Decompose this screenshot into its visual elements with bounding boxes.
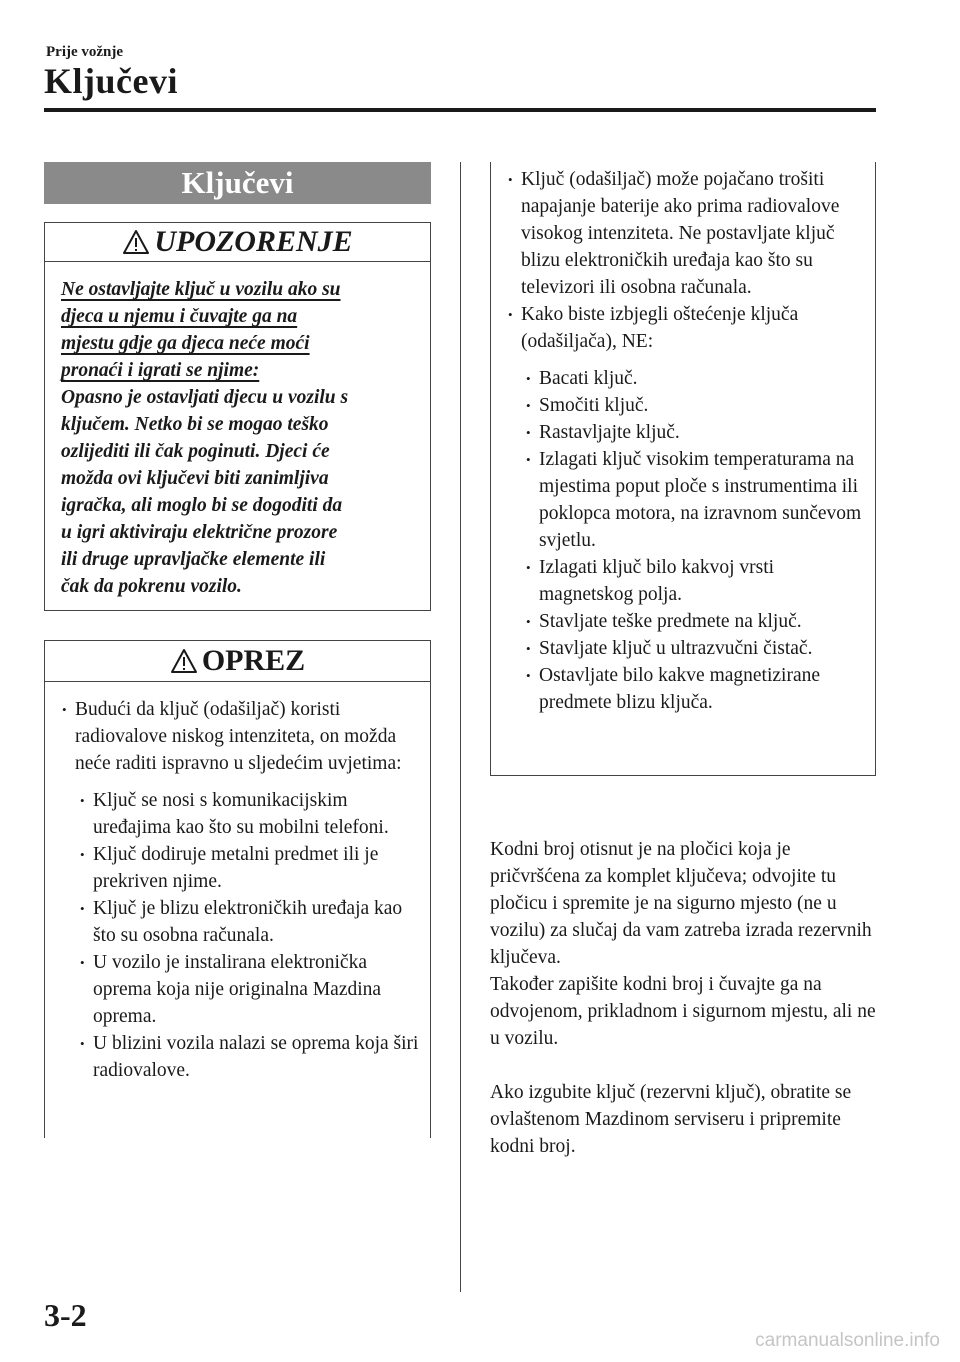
- list-item-text: Kako biste izbjegli oštećenje ključa (odašiljača), NE:: [521, 304, 799, 352]
- caution-conditions: [75, 787, 422, 1084]
- donts-list: [521, 365, 867, 716]
- warning-line: čak da pokrenu vozilo.: [61, 576, 242, 597]
- list-item: • Stavljate teške predmete na ključ.: [521, 608, 867, 635]
- paragraph: Također zapišite kodni broj i čuvajte ga na odvojenom, prikladnom i sigurnom mjestu, ali ne u vozilu.: [490, 974, 876, 1049]
- warning-line: pronaći i igrati se njime:: [61, 360, 260, 381]
- caution-title: [45, 641, 430, 682]
- warning-line: Ne ostavljajte ključ u vozilu ako su: [61, 279, 341, 300]
- paragraph: Ako izgubite ključ (rezervni ključ), obratite se ovlaštenom Mazdinom serviseru i pripremite kodni broj.: [490, 1082, 852, 1157]
- caution-list: [57, 696, 422, 1084]
- section-banner: [44, 162, 431, 204]
- list-item: • Ostavljate bilo kakve magnetizirane predmete blizu ključa.: [521, 662, 867, 716]
- caution-continued-box: [490, 162, 876, 776]
- list-item: • Bacati ključ.: [521, 365, 867, 392]
- caution-title-text: OPREZ: [201, 644, 306, 677]
- list-item: • U blizini vozila nalazi se oprema koja širi radiovalove.: [75, 1030, 422, 1084]
- page-number: 3-2: [44, 1297, 87, 1333]
- list-item: • Izlagati ključ bilo kakvoj vrsti magnetskog polja.: [521, 554, 867, 608]
- list-item: [503, 301, 867, 716]
- list-item: • Ključ se nosi s komunikacijskim uređajima kao što su mobilni telefoni.: [75, 787, 422, 841]
- chapter-title: Ključevi: [44, 61, 178, 101]
- warning-line: možda ovi ključevi biti zanimljiva: [61, 468, 329, 489]
- list-item: • Ključ dodiruje metalni predmet ili je prekriven njime.: [75, 841, 422, 895]
- list-item: • Izlagati ključ visokim temperaturama na mjestima poput ploče s instrumentima ili poklopca motora, na izravnom sunčevom svjetlu.: [521, 446, 867, 554]
- warning-line: ključem. Netko bi se mogao teško: [61, 414, 329, 435]
- header-rule: [44, 108, 876, 112]
- body-text: [490, 836, 880, 1160]
- warning-box: [44, 222, 431, 611]
- paragraph: Kodni broj otisnut je na pločici koja je pričvršćena za komplet ključeva; odvojite tu pločicu i spremite je na sigurno mjesto (ne u vozilu) za slučaj da vam zatreba izrada rezervnih ključeva.: [490, 839, 872, 968]
- warning-triangle-icon: [122, 229, 150, 255]
- warning-line: djeca u njemu i čuvajte ga na: [61, 306, 298, 327]
- caution-continued-list: [503, 166, 867, 716]
- list-item: • U vozilo je instalirana elektronička oprema koja nije originalna Mazdina oprema.: [75, 949, 422, 1030]
- warning-line: Opasno je ostavljati djecu u vozilu s: [61, 387, 349, 408]
- list-item: [57, 696, 422, 1084]
- caution-triangle-icon: [170, 648, 198, 674]
- watermark: carmanualsonline.info: [755, 1330, 940, 1351]
- warning-line: mjestu gdje ga djeca neće moći: [61, 333, 310, 354]
- caution-intro: Budući da ključ (odašiljač) koristi radiovalove niskog intenziteta, on možda neće raditi ispravno u sljedećim uvjetima:: [75, 699, 402, 774]
- warning-line: ozlijediti ili čak poginuti. Djeci će: [61, 441, 330, 462]
- warning-line: u igri aktiviraju električne prozore: [61, 522, 338, 543]
- list-item: • Ključ (odašiljač) može pojačano trošiti napajanje baterije ako prima radiovalove visokog intenziteta. Ne postavljate ključ blizu elektroničkih uređaja kao što su televizori ili osobna računala.: [503, 166, 867, 301]
- warning-line: igračka, ali moglo bi se dogoditi da: [61, 495, 343, 516]
- section-label: Prije vožnje: [46, 44, 124, 60]
- warning-body: [45, 262, 430, 600]
- column-divider: [460, 162, 461, 1292]
- warning-title: [45, 223, 430, 262]
- list-item: • Smočiti ključ.: [521, 392, 867, 419]
- caution-box: [44, 640, 431, 1138]
- warning-line: ili druge upravljačke elemente ili: [61, 549, 326, 570]
- list-item: • Stavljate ključ u ultrazvučni čistač.: [521, 635, 867, 662]
- list-item: • Ključ je blizu elektroničkih uređaja kao što su osobna računala.: [75, 895, 422, 949]
- section-banner-title: Ključevi: [181, 165, 294, 200]
- list-item: • Rastavljajte ključ.: [521, 419, 867, 446]
- warning-title-text: UPOZORENJE: [154, 225, 353, 258]
